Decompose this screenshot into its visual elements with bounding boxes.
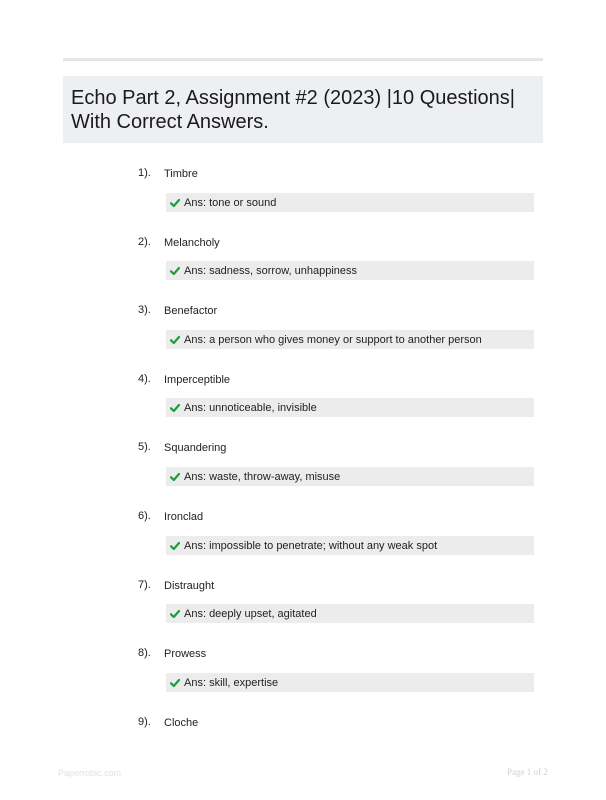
check-icon bbox=[170, 266, 180, 276]
check-icon bbox=[170, 609, 180, 619]
answer-text: Ans: impossible to penetrate; without any weak spot bbox=[184, 539, 438, 552]
question-term: Squandering bbox=[164, 442, 227, 454]
check-icon bbox=[170, 198, 180, 208]
answer-text: Ans: waste, throw-away, misuse bbox=[184, 470, 341, 483]
question-number: 4). bbox=[138, 373, 151, 385]
question-term: Timbre bbox=[164, 168, 198, 180]
check-icon bbox=[170, 678, 180, 688]
answer-box bbox=[166, 330, 534, 349]
question-term: Melancholy bbox=[164, 237, 220, 249]
answer-text: Ans: deeply upset, agitated bbox=[184, 607, 317, 620]
footer-watermark: Paperrobic.com bbox=[58, 768, 122, 778]
question-term: Ironclad bbox=[164, 511, 204, 523]
check-icon bbox=[170, 472, 180, 482]
question-number: 3). bbox=[138, 304, 151, 316]
answer-box bbox=[166, 536, 534, 555]
answer-text: Ans: tone or sound bbox=[184, 196, 277, 209]
answer-box bbox=[166, 193, 534, 212]
answer-box bbox=[166, 467, 534, 486]
answer-box bbox=[166, 261, 534, 280]
question-number: 2). bbox=[138, 236, 151, 248]
answer-text: Ans: sadness, sorrow, unhappiness bbox=[184, 264, 358, 277]
check-icon bbox=[170, 541, 180, 551]
check-icon bbox=[170, 335, 180, 345]
question-number: 7). bbox=[138, 579, 151, 591]
question-term: Benefactor bbox=[164, 305, 218, 317]
question-number: 5). bbox=[138, 441, 151, 453]
answer-box bbox=[166, 673, 534, 692]
question-number: 8). bbox=[138, 647, 151, 659]
question-number: 6). bbox=[138, 510, 151, 522]
question-term: Distraught bbox=[164, 580, 215, 592]
answer-box bbox=[166, 604, 534, 623]
answer-text: Ans: a person who gives money or support to another person bbox=[184, 333, 482, 346]
answer-text: Ans: skill, expertise bbox=[184, 676, 279, 689]
question-term: Cloche bbox=[164, 717, 199, 729]
answer-text: Ans: unnoticeable, invisible bbox=[184, 401, 317, 414]
answer-box bbox=[166, 398, 534, 417]
question-term: Prowess bbox=[164, 648, 207, 660]
question-number: 9). bbox=[138, 716, 151, 728]
check-icon bbox=[170, 403, 180, 413]
page-number: Page 1 of 2 bbox=[507, 767, 548, 777]
question-term: Imperceptible bbox=[164, 374, 231, 386]
question-number: 1). bbox=[138, 167, 151, 179]
page-title: Echo Part 2, Assignment #2 (2023) |10 Questions| With Correct Answers. bbox=[71, 87, 515, 133]
